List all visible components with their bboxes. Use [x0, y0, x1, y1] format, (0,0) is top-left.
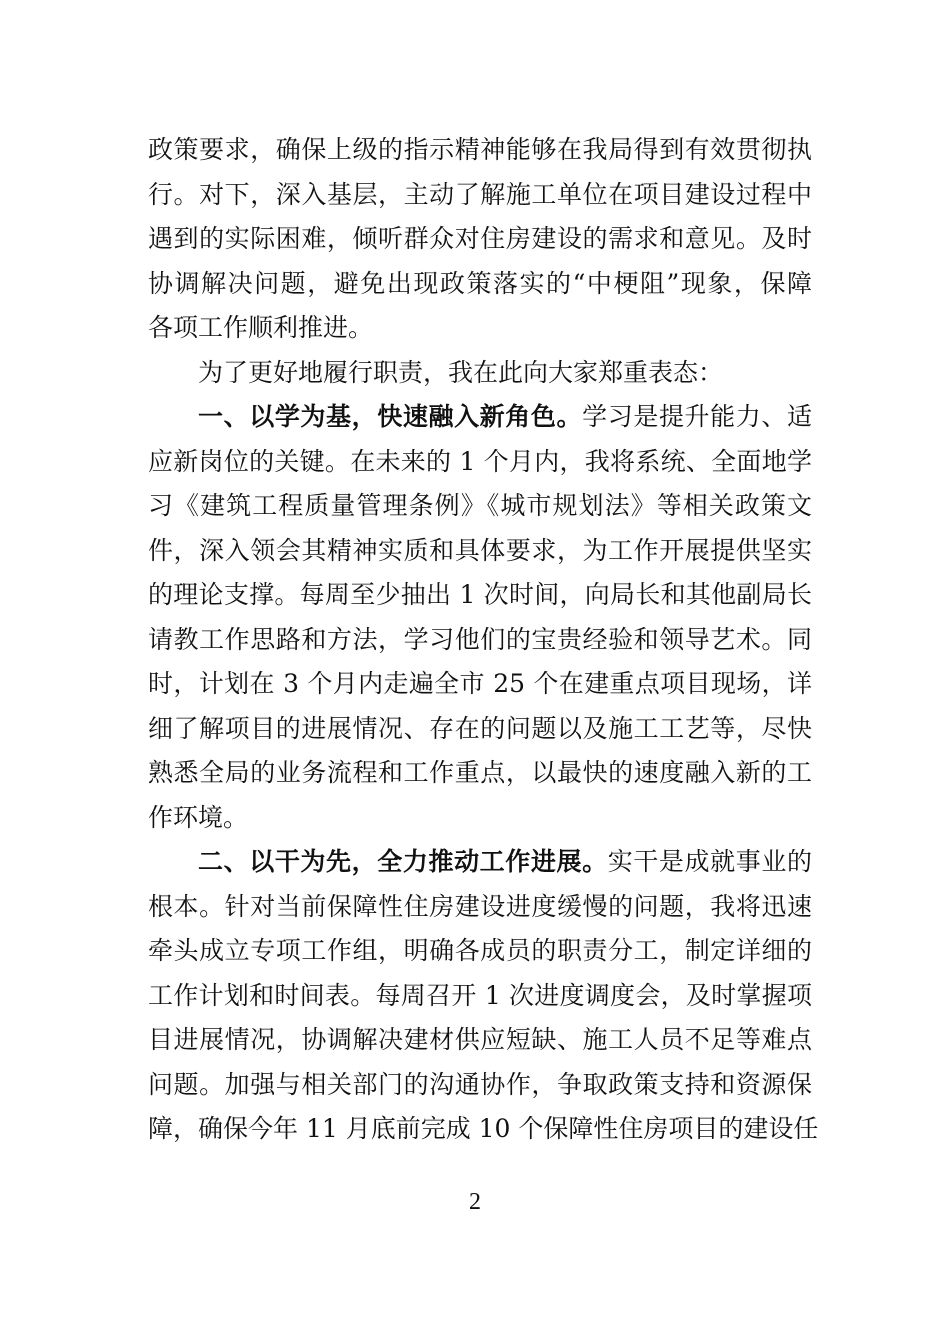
text-line: [148, 395, 812, 440]
text-line: 行。对下，深入基层，主动了解施工单位在项目建设过程中: [148, 179, 812, 209]
text-line: 应新岗位的关键。在未来的 1 个月内，我将系统、全面地学: [148, 446, 812, 476]
text-line: 的理论支撑。每周至少抽出 1 次时间，向局长和其他副局长: [148, 580, 812, 609]
text-line: 时，计划在 3 个月内走遍全市 25 个在建重点项目现场，详: [148, 669, 812, 698]
text-line: 政策要求，确保上级的指示精神能够在我局得到有效贯彻执: [148, 135, 812, 164]
text-line: 熟悉全局的业务流程和工作重点，以最快的速度融入新的工: [148, 758, 812, 787]
text-line: 请教工作思路和方法，学习他们的宝贵经验和领导艺术。同: [148, 624, 812, 654]
text-line: 障，确保今年 11 月底前完成 10 个保障性住房项目的建设任: [148, 1114, 819, 1143]
text-line: 协调解决问题，避免出现政策落实的“中梗阻”现象，保障: [148, 268, 812, 298]
text-line: 细了解项目的进展情况、存在的问题以及施工工艺等，尽快: [148, 713, 812, 743]
text-line: 目进展情况，协调解决建材供应短缺、施工人员不足等难点: [148, 1025, 812, 1054]
text-line: 各项工作顺利推进。: [148, 313, 374, 342]
section-heading-1: 一、以学为基，快速融入新角色。: [198, 402, 583, 431]
text-line: 根本。针对当前保障性住房建设进度缓慢的问题，我将迅速: [148, 891, 812, 921]
text-line: 工作计划和时间表。每周召开 1 次进度调度会，及时掌握项: [148, 980, 812, 1010]
text-line: 问题。加强与相关部门的沟通协作，争取政策支持和资源保: [148, 1069, 812, 1099]
text-line: 件，深入领会其精神实质和具体要求，为工作开展提供坚实: [148, 535, 812, 565]
text-line: [148, 840, 812, 885]
section-text: 学习是提升能力、适: [582, 402, 812, 431]
text-line: 牵头成立专项工作组，明确各成员的职责分工，制定详细的: [148, 936, 812, 965]
section-heading-2: 二、以干为先，全力推动工作进展。: [198, 847, 608, 876]
page-number: 2: [469, 1189, 481, 1215]
section-text: 实干是成就事业的: [607, 847, 812, 876]
text-line: 作环境。: [148, 802, 249, 832]
text-line: 遇到的实际困难，倾听群众对住房建设的需求和意见。及时: [148, 224, 812, 253]
text-line: 为了更好地履行职责，我在此向大家郑重表态：: [198, 357, 724, 387]
body-text: [148, 128, 819, 1152]
text-line: 习《建筑工程质量管理条例》《城市规划法》等相关政策文: [148, 491, 812, 520]
